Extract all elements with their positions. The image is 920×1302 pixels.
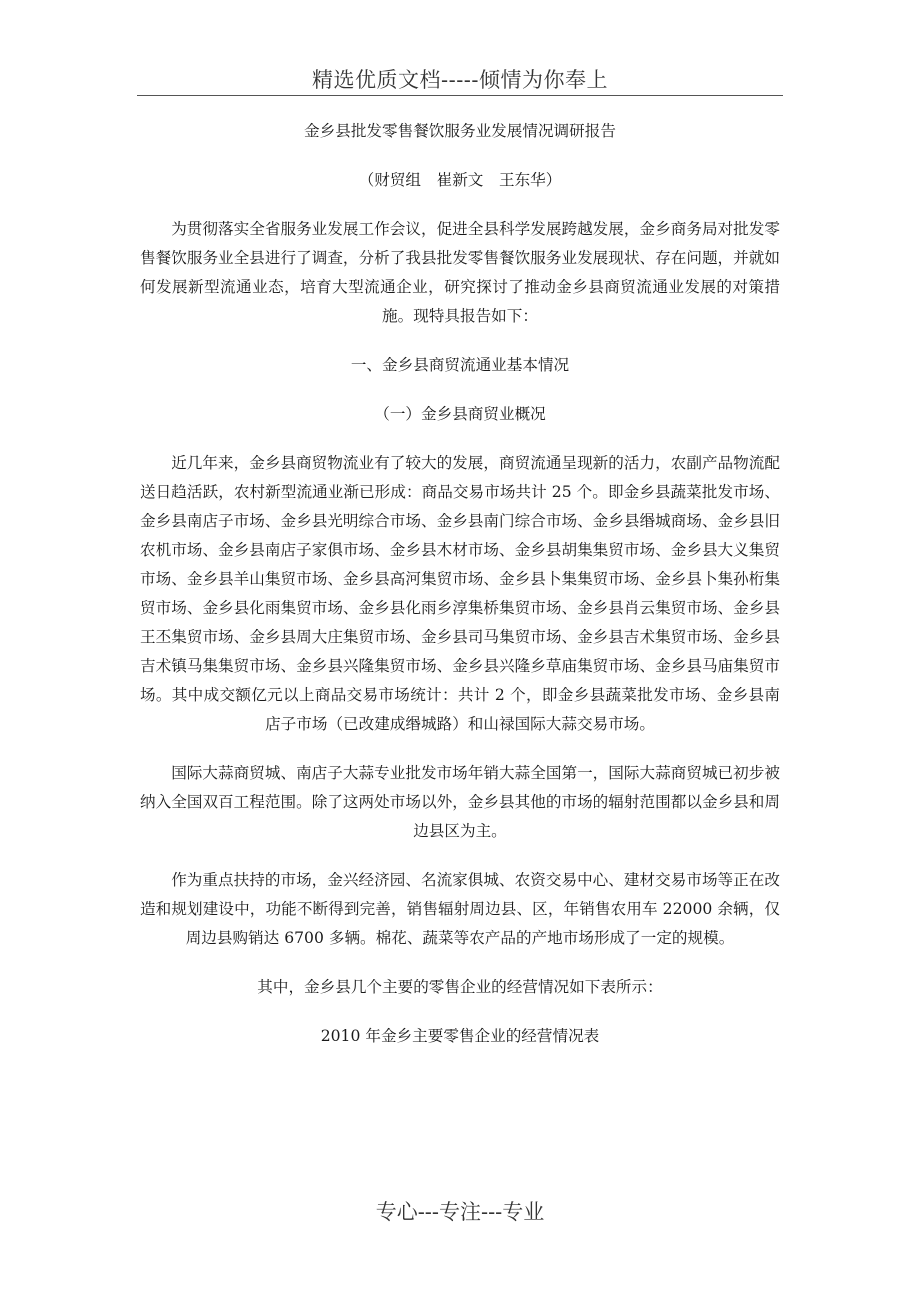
table-caption: 2010 年金乡主要零售企业的经营情况表 — [320, 1027, 600, 1045]
page-footer: 专心---专注---专业 — [375, 1200, 545, 1224]
key-markets-paragraph: 作为重点扶持的市场，金兴经济园、名流家俱城、农资交易中心、建材交易市场等正在改造和规划建设中，功能不断得到完善，销售辐射周边县、区，年销售农用车 22000 余辆，仅周边县购销达 6700 多辆。棉花、蔬菜等农产品的产地市场形成了一定的规模。 — [140, 871, 780, 947]
document-authors: （财贸组 崔新文 王东华） — [358, 171, 562, 189]
table-intro-paragraph: 其中，金乡县几个主要的零售企业的经营情况如下表所示： — [257, 978, 663, 996]
page-header: 精选优质文档-----倾情为你奉上 — [312, 68, 608, 92]
markets-paragraph: 近几年来，金乡县商贸物流业有了较大的发展，商贸流通呈现新的活力，农副产品物流配送日趋活跃，农村新型流通业渐已形成：商品交易市场共计 25 个。即金乡县蔬菜批发市场、金乡县南店子市场、金乡县光明综合市场、金乡县南门综合市场、金乡县缗城商场、金乡县旧农机市场、金乡县南店子家俱市场、金乡县木材市场、金乡县胡集集贸市场、金乡县大义集贸市场、金乡县羊山集贸市场、金乡县高河集贸市场、金乡县卜集集贸市场、金乡县卜集孙桁集贸市场、金乡县化雨集贸市场、金乡县化雨乡淳集桥集贸市场、金乡县肖云集贸市场、金乡县王丕集贸市场、金乡县周大庄集贸市场、金乡县司马集贸市场、金乡县吉术集贸市场、金乡县吉术镇马集集贸市场、金乡县兴隆集贸市场、金乡县兴隆乡草庙集贸市场、金乡县马庙集贸市场。其中成交额亿元以上商品交易市场统计：共计 2 个，即金乡县蔬菜批发市场、金乡县南店子市场（已改建成缗城路）和山禄国际大蒜交易市场。 — [140, 454, 780, 733]
intro-paragraph: 为贯彻落实全省服务业发展工作会议，促进全县科学发展跨越发展，金乡商务局对批发零售餐饮服务业全县进行了调查，分析了我县批发零售餐饮服务业发展现状、存在问题，并就如何发展新型流通业态，培育大型流通企业，研究探讨了推动金乡县商贸流通业发展的对策措施。现特具报告如下： — [140, 220, 780, 325]
subsection-heading: （一）金乡县商贸业概况 — [374, 405, 546, 423]
header-divider — [137, 95, 783, 96]
section-heading: 一、金乡县商贸流通业基本情况 — [350, 356, 570, 374]
document-title: 金乡县批发零售餐饮服务业发展情况调研报告 — [304, 122, 616, 140]
document-body — [140, 117, 780, 1051]
garlic-paragraph: 国际大蒜商贸城、南店子大蒜专业批发市场年销大蒜全国第一，国际大蒜商贸城已初步被纳入全国双百工程范围。除了这两处市场以外，金乡县其他的市场的辐射范围都以金乡县和周边县区为主。 — [140, 764, 780, 840]
